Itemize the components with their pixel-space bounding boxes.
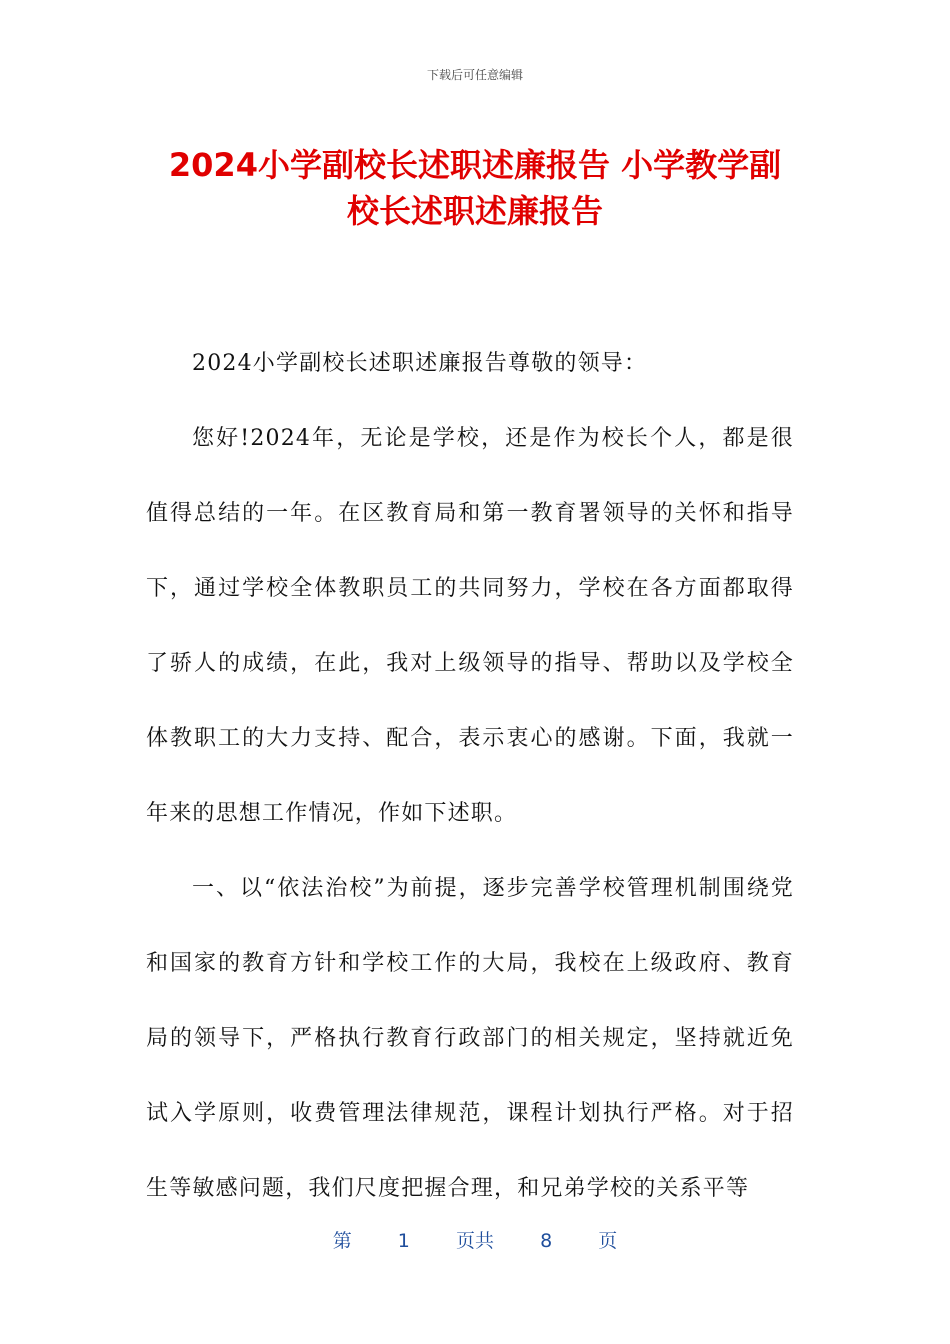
paragraph-section-one: 一、以“依法治校”为前提，逐步完善学校管理机制围绕党和国家的教育方针和学校工作的大局，我校在上级政府、教育局的领导下，严格执行教育行政部门的相关规定，坚持就近免试入学原则，收费管理法律规范，课程计划执行严格。对于招生等敏感问题，我们尺度把握合理，和兄弟学校的关系平等 — [146, 876, 794, 1201]
footer-total-pages: 8 — [540, 1230, 553, 1252]
page-footer — [0, 1226, 950, 1253]
footer-suffix: 页 — [598, 1230, 618, 1252]
document-title — [140, 142, 810, 234]
paragraph-salutation: 2024小学副校长述职述廉报告尊敬的领导： — [192, 351, 648, 376]
title-line-1: 2024小学副校长述职述廉报告 小学教学副 — [168, 146, 782, 184]
header-note: 下载后可任意编辑 — [426, 68, 523, 82]
paragraph-intro: 您好!2024年，无论是学校，还是作为校长个人，都是很值得总结的一年。在区教育局和第一教育署领导的关怀和指导下，通过学校全体教职员工的共同努力，学校在各方面都取得了骄人的成绩，在此，我对上级领导的指导、帮助以及学校全体教职工的大力支持、配合，表示衷心的感谢。下面，我就一年来的思想工作情况，作如下述职。 — [146, 426, 794, 826]
title-line-2: 校长述职述廉报告 — [346, 192, 603, 230]
footer-page-number: 1 — [397, 1230, 410, 1252]
footer-middle: 页共 — [455, 1230, 494, 1252]
document-body — [146, 326, 794, 1226]
footer-prefix: 第 — [332, 1230, 352, 1252]
